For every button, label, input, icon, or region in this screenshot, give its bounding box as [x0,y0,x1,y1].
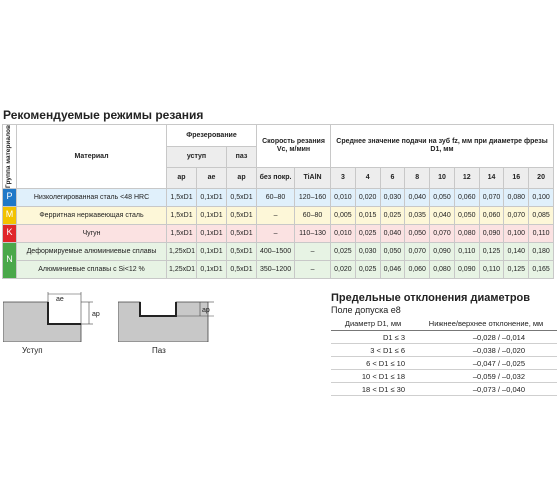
speed-uncoated-cell: – [257,206,295,224]
group-badge: N [3,242,17,278]
feed-cell: 0,070 [479,188,504,206]
table-row [3,260,554,278]
feed-cell: 0,125 [479,242,504,260]
diameter-header: 14 [479,168,504,189]
feed-cell: 0,125 [504,260,529,278]
table-row [3,206,554,224]
material-cell: Низколегированная сталь <48 HRC [17,188,167,206]
ap-cell: 1,25xD1 [167,242,197,260]
slot-header: паз [227,147,257,168]
feed-cell: 0,005 [331,206,356,224]
table-row [331,383,557,396]
tolerance-value: –0,028 / –0,014 [415,331,557,344]
feed-cell: 0,020 [331,260,356,278]
slot-ap-cell: 0,5xD1 [227,242,257,260]
speed-uncoated-cell: 60–80 [257,188,295,206]
uncoated-header: без покр. [257,168,295,189]
group-badge: P [3,188,17,206]
ae-cell: 0,1xD1 [197,188,227,206]
feed-cell: 0,060 [479,206,504,224]
feed-cell: 0,100 [529,188,554,206]
feed-cell: 0,180 [529,242,554,260]
ledge-label: Уступ [22,346,43,355]
feed-cell: 0,025 [380,206,405,224]
feed-cell: 0,050 [405,224,430,242]
feed-cell: 0,025 [355,260,380,278]
ae-cell: 0,1xD1 [197,260,227,278]
material-header: Материал [17,125,167,189]
feed-cell: 0,110 [479,260,504,278]
feed-cell: 0,040 [405,188,430,206]
feed-cell: 0,110 [454,242,479,260]
feed-cell: 0,050 [454,206,479,224]
tolerance-diameter: 3 < D1 ≤ 6 [331,344,415,357]
diameter-header: 3 [331,168,356,189]
feed-cell: 0,060 [405,260,430,278]
feed-cell: 0,035 [405,206,430,224]
feed-cell: 0,046 [380,260,405,278]
diameter-header: 16 [504,168,529,189]
feed-header: Среднее значение подачи на зуб fz, мм при диаметре фрезы D1, мм [331,125,554,168]
diameter-header: 8 [405,168,430,189]
slot-ap-label: ap [202,307,210,314]
tolerance-title: Предельные отклонения диаметров [331,292,531,304]
ap-cell: 1,25xD1 [167,260,197,278]
diameter-header: 6 [380,168,405,189]
ap-cell: 1,5xD1 [167,206,197,224]
slot-ap-cell: 0,5xD1 [227,188,257,206]
feed-cell: 0,110 [529,224,554,242]
material-cell: Чугун [17,224,167,242]
material-cell: Ферритная нержавеющая сталь [17,206,167,224]
table-row [331,357,557,370]
group-badge: K [3,224,17,242]
tolerance-col-deviation: Нижнее/верхнее отклонение, мм [415,317,557,331]
ae-header: ae [197,168,227,189]
speed-coated-cell: – [295,260,331,278]
ledge-workpiece [3,302,81,342]
ap-header: ap [167,168,197,189]
feed-cell: 0,010 [331,224,356,242]
table-row [3,224,554,242]
feed-cell: 0,060 [454,188,479,206]
speed-coated-cell: 120–160 [295,188,331,206]
slot-label: Паз [152,346,166,355]
feed-cell: 0,020 [355,188,380,206]
slot-ap-cell: 0,5xD1 [227,206,257,224]
speed-coated-cell: – [295,242,331,260]
section-title: Рекомендуемые режимы резания [3,108,204,122]
feed-cell: 0,080 [504,188,529,206]
speed-header: Скорость резания Vс, м/мин [257,125,331,168]
table-row [3,188,554,206]
feed-cell: 0,080 [454,224,479,242]
tolerance-table [331,317,557,396]
ledge-header: уступ [167,147,227,168]
material-cell: Деформируемые алюминиевые сплавы [17,242,167,260]
speed-uncoated-cell: 400–1500 [257,242,295,260]
feed-cell: 0,030 [355,242,380,260]
table-row [331,344,557,357]
feed-cell: 0,090 [454,260,479,278]
speed-coated-cell: 110–130 [295,224,331,242]
tolerance-diameter: 10 < D1 ≤ 18 [331,370,415,383]
ae-cell: 0,1xD1 [197,242,227,260]
feed-cell: 0,025 [355,224,380,242]
feed-cell: 0,040 [380,224,405,242]
feed-cell: 0,040 [430,206,455,224]
tolerance-subtitle: Поле допуска e8 [331,305,401,315]
milling-header: Фрезерование [167,125,257,147]
tolerance-value: –0,073 / –0,040 [415,383,557,396]
tolerance-diameter: 18 < D1 ≤ 30 [331,383,415,396]
feed-cell: 0,165 [529,260,554,278]
table-row [331,370,557,383]
feed-cell: 0,025 [331,242,356,260]
table-row [3,242,554,260]
feed-cell: 0,090 [479,224,504,242]
tolerance-value: –0,047 / –0,025 [415,357,557,370]
slot-ap-cell: 0,5xD1 [227,224,257,242]
tolerance-diameter: D1 ≤ 3 [331,331,415,344]
feed-cell: 0,085 [529,206,554,224]
ledge-ae-label: ae [56,296,64,303]
tolerance-diameter: 6 < D1 ≤ 10 [331,357,415,370]
feed-cell: 0,140 [504,242,529,260]
feed-cell: 0,015 [355,206,380,224]
cutting-modes-table [2,124,554,279]
feed-cell: 0,030 [380,188,405,206]
group-badge: M [3,206,17,224]
feed-cell: 0,070 [430,224,455,242]
feed-cell: 0,070 [405,242,430,260]
ae-cell: 0,1xD1 [197,206,227,224]
speed-coated-cell: 60–80 [295,206,331,224]
ledge-ap-label: ap [92,311,100,318]
feed-cell: 0,050 [380,242,405,260]
table-row [331,331,557,344]
feed-cell: 0,070 [504,206,529,224]
feed-cell: 0,050 [430,188,455,206]
ap-cell: 1,5xD1 [167,188,197,206]
ae-cell: 0,1xD1 [197,224,227,242]
diameter-header: 10 [430,168,455,189]
coated-header: TiAlN [295,168,331,189]
slot-ap-cell: 0,5xD1 [227,260,257,278]
feed-cell: 0,010 [331,188,356,206]
slot-ap-header: ap [227,168,257,189]
diameter-header: 4 [355,168,380,189]
group-header: Группа материалов [3,125,17,189]
tolerance-value: –0,059 / –0,032 [415,370,557,383]
diameter-header: 12 [454,168,479,189]
tolerance-col-diameter: Диаметр D1, мм [331,317,415,331]
slot-workpiece [118,302,208,342]
ledge-diagram [3,290,113,342]
slot-diagram [118,290,230,342]
diameter-header: 20 [529,168,554,189]
tolerance-value: –0,038 / –0,020 [415,344,557,357]
speed-uncoated-cell: 350–1200 [257,260,295,278]
ap-cell: 1,5xD1 [167,224,197,242]
feed-cell: 0,090 [430,242,455,260]
feed-cell: 0,100 [504,224,529,242]
material-cell: Алюминиевые сплавы с Si<12 % [17,260,167,278]
speed-uncoated-cell: – [257,224,295,242]
feed-cell: 0,080 [430,260,455,278]
